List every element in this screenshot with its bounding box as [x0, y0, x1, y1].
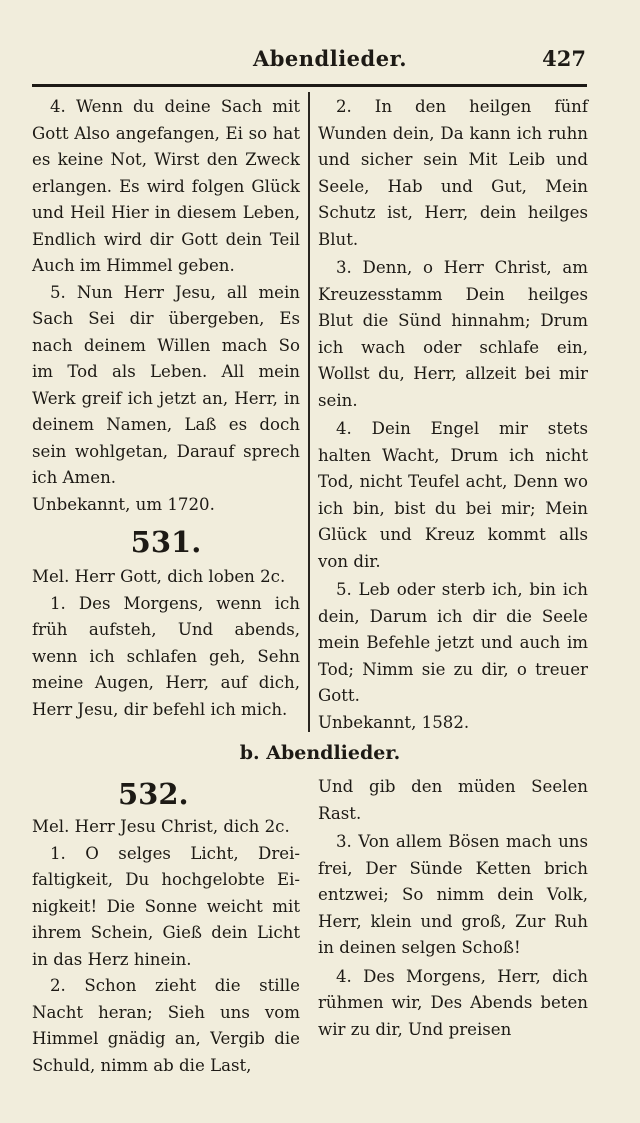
hymn-530-verse-5: 5. Nun Herr Jesu, all mein Sach Sei dir übergeben, Es nach deinem Willen mach So im Tod als Leben. All mein Werk greif ich jetzt an, Herr, in deinem Namen, Laß es doch sein wohlgetan, Darauf sprech ich Amen.	[32, 282, 300, 487]
running-header-title: Abendlieder.	[252, 46, 408, 71]
column-divider	[308, 92, 310, 732]
hymn-531-author: Unbekannt, 1582.	[318, 712, 470, 732]
hymn-532-verse-2: 2. Schon zieht die stille Nacht heran; Sieh uns vom Himmel gnädig an, Vergib die Schuld, nimm ab die Last,	[32, 976, 300, 1075]
hymn-531-verse-4: 4. Dein Engel mir stets halten Wacht, Drum ich nicht Tod, nicht Teufel acht, Denn wo ich bin, bist du bei mir; Mein Glück und Kreuz kommt alls von dir.	[318, 419, 588, 571]
hymn-532-verse-3: 3. Von allem Bösen mach uns frei, Der Sünde Ketten brich entzwei; So nimm dein Volk, Herr, klein und groß, Zur Ruh in deinen selgen Schoß!	[318, 832, 588, 957]
hymn-531-verse-3: 3. Denn, o Herr Christ, am Kreuzesstamm Dein heilges Blut die Sünd hinnahm; Drum ich wach oder schlafe ein, Wollst du, Herr, allzeit bei mir sein.	[318, 258, 588, 410]
top-right-column	[318, 94, 588, 736]
hymn-532-melody: Mel. Herr Jesu Christ, dich 2c.	[32, 817, 290, 836]
hymn-532-number: 532.	[118, 777, 189, 811]
top-left-column	[32, 94, 300, 723]
hymn-532-verse-4: 4. Des Morgens, Herr, dich rühmen wir, Des Abends beten wir zu dir, Und preisen	[318, 966, 588, 1039]
hymn-530-verse-4: 4. Wenn du deine Sach mit Gott Also angefangen, Ei so hat es keine Not, Wirst den Zweck erlangen. Es wird folgen Glück und Heil Hier in diesem Leben, Endlich wird dir Gott dein Teil Auch im Himmel geben.	[32, 97, 300, 275]
hymn-530-author: Unbekannt, um 1720.	[32, 494, 215, 514]
hymn-531-melody: Mel. Herr Gott, dich loben 2c.	[32, 567, 286, 586]
hymn-532-verse-2-continued: Und gib den müden Seelen Rast.	[318, 777, 588, 823]
hymn-531-verse-5: 5. Leb oder sterb ich, bin ich dein, Darum ich dir die Seele mein Befehle jetzt und auch im Tod; Nimm sie zu dir, o treuer Gott.	[318, 580, 588, 705]
header-rule	[32, 84, 587, 87]
bottom-right-column	[318, 774, 588, 1043]
hymn-531-verse-2: 2. In den heilgen fünf Wunden dein, Da kann ich ruhn und sicher sein Mit Leib und Seele, Hab und Gut, Mein Schutz ist, Herr, dein heilges Blut.	[318, 97, 588, 249]
page-number: 427	[542, 46, 586, 71]
hymn-531-number: 531.	[130, 525, 202, 559]
section-heading: b. Abendlieder.	[239, 742, 401, 764]
hymn-532-verse-1: 1. O selges Licht, Dreifaltigkeit, Du hochgelobte Einigkeit! Die Sonne weicht mit ihrem Schein, Gieß dein Licht in das Herz hinein.	[32, 843, 300, 969]
hymn-531-verse-1: 1. Des Morgens, wenn ich früh aufsteh, Und abends, wenn ich schlafen geh, Sehn meine Augen, Herr, auf dich, Herr Jesu, dir befehl ich mich.	[32, 593, 300, 719]
bottom-left-column	[32, 772, 300, 1079]
